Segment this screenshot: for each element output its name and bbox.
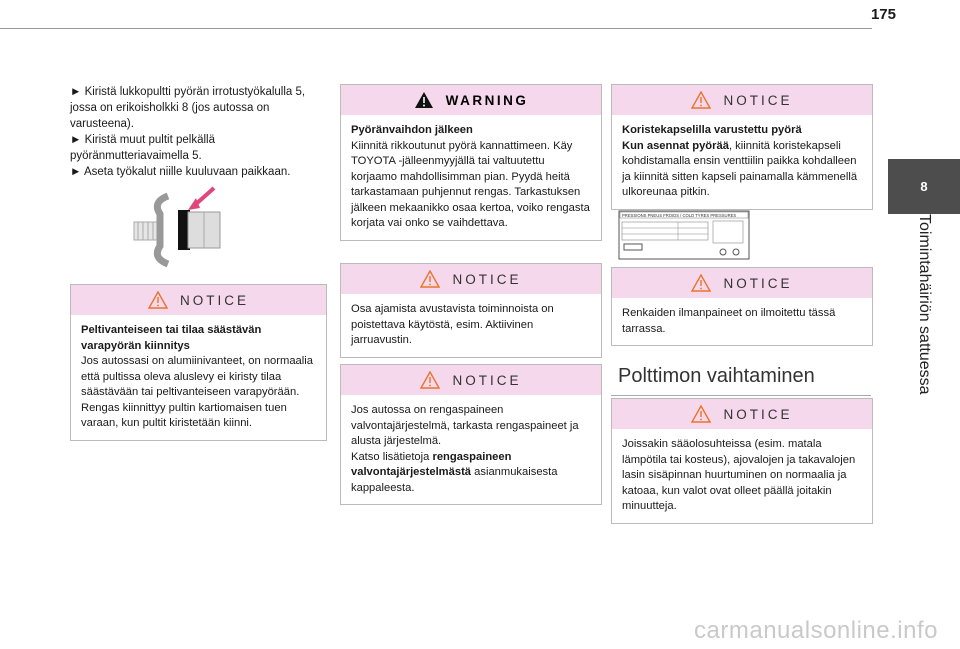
notice-box [611, 267, 873, 346]
notice-header [341, 264, 601, 294]
notice-label: NOTICE [723, 275, 793, 291]
instruction-item: ► Kiristä lukkopultti pyörän irrotustyökalulla 5, jossa on erikoisholkki 8 (jos autossa on varusteena). [70, 86, 306, 130]
wheel-bolt-illustration [130, 182, 230, 274]
warning-triangle-icon [420, 270, 440, 288]
notice-bold-prefix: Kun asennat pyörää [622, 139, 729, 152]
notice-label: NOTICE [723, 92, 793, 108]
notice-box [611, 398, 873, 524]
notice-title: Peltivanteiseen tai tilaa säästävän varapyörän kiinnitys [81, 324, 262, 352]
chapter-title [888, 214, 960, 434]
chapter-title-text: Toimintahäiriön sattuessa [916, 214, 933, 395]
see-prefix: Katso lisätietoja [351, 450, 433, 463]
notice-box [340, 364, 602, 505]
notice-label: NOTICE [452, 372, 522, 388]
notice-box [70, 284, 327, 441]
notice-text: Joissakin sääolosuhteissa (esim. matala lämpötila tai kosteus), ajovalojen ja takavalojen lasin sisäpinnan huurtuminen on normaalia ja katoaa, kun valot ovat olleet päällä joitakin minuutteja. [622, 438, 856, 512]
notice-header [341, 365, 601, 395]
warning-label: WARNING [445, 92, 529, 108]
notice-title: Koristekapselilla varustettu pyörä [622, 124, 802, 136]
instruction-item: ► Kiristä muut pultit pelkällä pyöränmutteriavaimella 5. [70, 134, 215, 162]
section-heading: Polttimon vaihtaminen [618, 365, 815, 387]
notice-text [622, 139, 862, 201]
warning-triangle-icon [420, 371, 440, 389]
label-caption: PRESSIONS PNEUS FROIDS / COLD TYRES PRESSURES [622, 213, 737, 218]
warning-triangle-icon [148, 291, 168, 309]
notice-header [612, 268, 872, 298]
notice-see-also [351, 450, 591, 497]
instruction-item: ► Aseta työkalut niille kuuluvaan paikkaan. [70, 166, 291, 178]
warning-triangle-icon [691, 91, 711, 109]
see-link-text: rengaspaineen valvontajärjestelmästä [351, 450, 512, 478]
page-number: 175 [870, 6, 896, 23]
warning-triangle-icon [691, 405, 711, 423]
warning-header [341, 85, 601, 115]
notice-label: NOTICE [723, 406, 793, 422]
notice-text: Renkaiden ilmanpaineet on ilmoitettu tässä tarrassa. [622, 307, 836, 335]
section-divider [611, 395, 871, 396]
chapter-tab[interactable]: 8 [888, 159, 960, 214]
warning-box [340, 84, 602, 241]
see-suffix: asianmukaisesta kappaleesta. [351, 466, 558, 494]
warning-triangle-icon [414, 91, 434, 109]
notice-label: NOTICE [179, 292, 249, 308]
notice-label: NOTICE [452, 271, 522, 287]
instruction-list [70, 84, 325, 180]
notice-text: Jos autossa on rengaspaineen valvontajärjestelmä, tarkasta rengaspaineet ja alusta järjestelmä. [351, 404, 579, 447]
notice-body: , kiinnitä koristekapseli kohdistamalla ensin venttiilin paikka kohdalleen ja kiinnitä sitten kapseli painamalla kämmenellä ulkoreunaa pitkin. [622, 139, 858, 198]
tyre-pressure-label-image [618, 210, 750, 260]
column-1 [70, 84, 325, 180]
notice-text: Jos autossasi on alumiinivanteet, on normaalia että pultissa oleva aluslevy ei kiristy tilaa säästävään tai peltivanteiseen varapyörään. Rengas kiinnittyy pultin kartiomaisen tuen varaan, kun pultit kiristetään kiinni. [81, 355, 313, 429]
warning-text: Kiinnitä rikkoutunut pyörä kannattimeen. Käy TOYOTA -jälleenmyyjällä tai valtuutettu korjaamo mahdollisimman pian. Pyydä heitä tarkastamaan puhjennut rengas. Tarkastuksen jälkeen mekaanikko osaa kertoa, voiko rengasta korjata vai onko se vaihdettava. [351, 139, 590, 229]
notice-header [612, 85, 872, 115]
notice-text: Osa ajamista avustavista toiminnoista on poistettava käytöstä, esim. Aktiivinen jarruavustin. [351, 303, 554, 346]
notice-header [612, 399, 872, 429]
top-divider [0, 28, 872, 29]
warning-triangle-icon [691, 274, 711, 292]
notice-header [71, 285, 326, 315]
warning-title: Pyöränvaihdon jälkeen [351, 124, 473, 136]
notice-box [611, 84, 873, 210]
notice-box [340, 263, 602, 358]
watermark: carmanualsonline.info [694, 617, 938, 644]
